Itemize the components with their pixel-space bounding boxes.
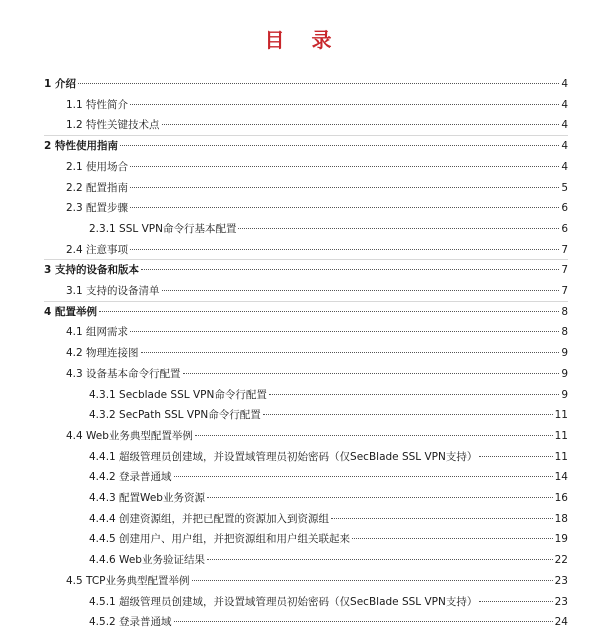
section-divider: [44, 259, 568, 260]
toc-entry[interactable]: [89, 470, 568, 484]
toc-entry-title: 4.5.2 登录普通域: [89, 616, 172, 629]
toc-entry-page: 11: [554, 429, 568, 442]
toc-entry-page: 4: [561, 119, 568, 132]
toc-entry-title: 4.4.2 登录普通域: [89, 471, 172, 484]
dot-leader: [141, 352, 560, 353]
toc-entry-page: 7: [561, 264, 568, 277]
toc-entry[interactable]: [66, 284, 568, 298]
dot-leader: [78, 83, 559, 84]
toc-entry[interactable]: [89, 512, 568, 526]
toc-entry-page: 24: [554, 616, 568, 629]
toc-entry[interactable]: [66, 98, 568, 112]
dot-leader: [238, 228, 559, 229]
dot-leader: [352, 538, 553, 539]
toc-entry-title: 4.4.6 Web业务验证结果: [89, 554, 205, 567]
toc-entry-title: 4.3 设备基本命令行配置: [66, 367, 181, 380]
dot-leader: [99, 311, 559, 312]
toc-entry-page: 8: [561, 305, 568, 318]
toc-entry-page: 4: [561, 160, 568, 173]
toc-entry-title: 3.1 支持的设备清单: [66, 285, 160, 297]
toc-entry-page: 4: [561, 98, 568, 111]
dot-leader: [162, 290, 560, 291]
section-divider: [44, 135, 568, 136]
toc-entry-page: 11: [554, 409, 568, 422]
dot-leader: [174, 476, 553, 477]
dot-leader: [479, 456, 552, 457]
toc-entry-title: 4.4.4 创建资源组，并把已配置的资源加入到资源组: [89, 512, 330, 525]
dot-leader: [195, 435, 553, 436]
dot-leader: [331, 518, 553, 519]
toc-entry[interactable]: [89, 615, 568, 629]
toc-entry-title: 4.3.1 Secblade SSL VPN命令行配置: [89, 388, 267, 401]
toc-entry-title: 2.3 配置步骤: [66, 202, 129, 215]
toc-entry-page: 7: [561, 285, 568, 297]
toc-entry-title: 4.5 TCP业务典型配置举例: [66, 574, 190, 587]
dot-leader: [130, 104, 559, 105]
toc-title: 目 录: [264, 28, 342, 52]
toc-entry-title: 4.4.5 创建用户、用户组，并把资源组和用户组关联起来: [89, 533, 351, 546]
dot-leader: [207, 497, 553, 498]
dot-leader: [130, 331, 559, 332]
toc-entry-page: 9: [561, 388, 568, 401]
dot-leader: [207, 559, 553, 560]
toc-entry-title: 4.5.1 超级管理员创建域，并设置域管理员初始密码（仅SecBlade SSL VPN支持）: [89, 595, 478, 608]
toc-entry[interactable]: [44, 263, 568, 277]
toc-entry[interactable]: [66, 346, 568, 360]
toc-entry-title: 4.4 Web业务典型配置举例: [66, 429, 193, 442]
dot-leader: [192, 580, 553, 581]
toc-entry-title: 2 特性使用指南: [44, 140, 118, 153]
toc-entry[interactable]: [66, 429, 568, 443]
toc-entry[interactable]: [89, 408, 568, 422]
toc-entry-title: 2.4 注意事项: [66, 243, 129, 256]
toc-entry[interactable]: [66, 118, 568, 132]
toc-entry-page: 16: [554, 492, 568, 504]
toc-entry[interactable]: [44, 305, 568, 319]
toc-entry-title: 4 配置举例: [44, 305, 97, 318]
toc-entry[interactable]: [89, 450, 568, 464]
dot-leader: [130, 249, 559, 250]
toc-entry[interactable]: [66, 181, 568, 195]
dot-leader: [174, 621, 553, 622]
toc-entry[interactable]: [66, 367, 568, 381]
dot-leader: [269, 394, 559, 395]
toc-entry-title: 4.3.2 SecPath SSL VPN命令行配置: [89, 409, 261, 422]
toc-entry-title: 4.4.1 超级管理员创建域，并设置域管理员初始密码（仅SecBlade SSL VPN支持）: [89, 450, 478, 463]
toc-entry[interactable]: [66, 160, 568, 174]
dot-leader: [120, 145, 559, 146]
section-divider: [44, 301, 568, 302]
toc-entry-page: 6: [561, 202, 568, 215]
toc-entry[interactable]: [89, 388, 568, 402]
toc-entry[interactable]: [89, 491, 568, 505]
toc-entry-title: 2.2 配置指南: [66, 181, 129, 194]
toc-entry-page: 23: [554, 574, 568, 587]
dot-leader: [130, 207, 559, 208]
toc-entry-title: 4.4.3 配置Web业务资源: [89, 492, 205, 504]
toc-entry-page: 8: [561, 326, 568, 339]
toc-entry-page: 19: [554, 533, 568, 546]
toc-entry[interactable]: [66, 325, 568, 339]
toc-entry-page: 4: [561, 78, 568, 90]
toc-entry-page: 23: [554, 595, 568, 608]
toc-entry-title: 4.1 组网需求: [66, 326, 129, 339]
toc-entry-page: 9: [561, 347, 568, 360]
dot-leader: [130, 187, 559, 188]
toc-entry[interactable]: [44, 77, 568, 91]
toc-entry-page: 9: [561, 367, 568, 380]
toc-entry[interactable]: [89, 532, 568, 546]
toc-entry[interactable]: [89, 553, 568, 567]
toc-entry-page: 18: [554, 512, 568, 525]
toc-entry-page: 11: [554, 450, 568, 463]
toc-entry[interactable]: [89, 222, 568, 236]
toc-entry-title: 2.1 使用场合: [66, 160, 129, 173]
toc-entry-title: 3 支持的设备和版本: [44, 264, 139, 277]
toc-entry[interactable]: [66, 201, 568, 215]
toc-entry-page: 14: [554, 471, 568, 484]
toc-entry-page: 5: [561, 181, 568, 194]
dot-leader: [141, 269, 559, 270]
toc-entry-page: 22: [554, 554, 568, 567]
toc-entry-title: 1.2 特性关键技术点: [66, 119, 160, 132]
toc-entry[interactable]: [44, 139, 568, 153]
toc-entry-page: 7: [561, 243, 568, 256]
toc-entry[interactable]: [89, 595, 568, 609]
toc-entry[interactable]: [66, 243, 568, 257]
toc-entry-title: 2.3.1 SSL VPN命令行基本配置: [89, 222, 237, 235]
toc-entry-title: 1.1 特性简介: [66, 98, 129, 111]
dot-leader: [183, 373, 560, 374]
dot-leader: [479, 601, 552, 602]
toc-entry-page: 6: [561, 222, 568, 235]
dot-leader: [130, 166, 559, 167]
toc-entry-title: 4.2 物理连接图: [66, 347, 139, 360]
toc-entry-title: 1 介绍: [44, 78, 76, 90]
toc-entry-page: 4: [561, 140, 568, 153]
dot-leader: [162, 124, 560, 125]
dot-leader: [263, 414, 553, 415]
